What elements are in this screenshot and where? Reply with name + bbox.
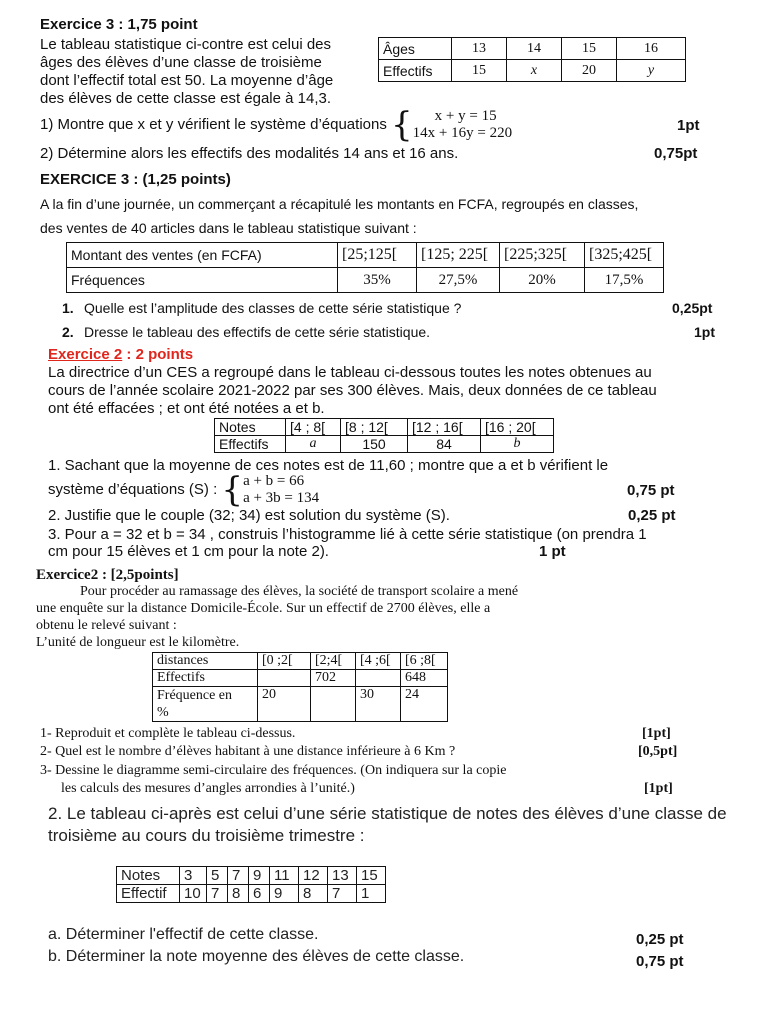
table-cell: [25;125[: [338, 243, 417, 268]
points-label: [1pt]: [642, 726, 671, 741]
ex3-intro-line: La directrice d’un CES a regroupé dans le tableau ci-dessous toutes les notes obtenues au: [48, 364, 652, 381]
table-cell: 35%: [338, 268, 417, 293]
cell-text: %: [157, 705, 169, 720]
table-cell: Effectifs: [153, 670, 258, 687]
table-cell: [325;425[: [585, 243, 664, 268]
ex3-q3-line: cm pour 15 élèves et 1 cm pour la note 2).: [48, 543, 329, 560]
table-cell: distances: [153, 653, 258, 670]
points-label: 1pt: [677, 117, 700, 134]
ex1-intro-line: âges des élèves d’une classe de troisième: [40, 54, 322, 71]
ex3-title: [48, 346, 193, 363]
table-cell: Âges: [379, 38, 452, 60]
ex2-intro-line: A la fin d’une journée, un commerçant a récapitulé les montants en FCFA, regroupés en classes,: [40, 196, 639, 212]
table-cell: 20: [258, 687, 311, 722]
table-cell: 12: [299, 867, 328, 885]
ex2-title: EXERCICE 3 : (1,25 points): [40, 171, 231, 188]
ex3-intro: [48, 364, 657, 418]
ex4-intro: [36, 583, 518, 651]
points-label: 1 pt: [539, 543, 566, 560]
ex3-q1-system: [48, 470, 320, 510]
table-cell: 8: [299, 885, 328, 903]
question-number: 1.: [62, 300, 74, 316]
ex5-qa: a. Déterminer l'effectif de cette classe.: [48, 926, 319, 943]
equation-system: [413, 108, 512, 142]
ex1-intro-line: des élèves de cette classe est égale à 14,3.: [40, 90, 332, 107]
table-cell: 3: [180, 867, 207, 885]
table-cell: Notes: [117, 867, 180, 885]
ex1-table: [378, 37, 686, 82]
ex1-title: Exercice 3 : 1,75 point: [40, 16, 198, 33]
table-cell: Effectifs: [379, 60, 452, 82]
table-cell: Effectifs: [215, 436, 286, 453]
ex4-title: Exercice2 : [2,5points]: [36, 567, 179, 583]
question-text: 1) Montre que x et y vérifient le système d’équations: [40, 115, 387, 133]
table-cell: 8: [228, 885, 249, 903]
table-cell: [258, 670, 311, 687]
table-cell: Montant des ventes (en FCFA): [67, 243, 338, 268]
table-cell: x: [507, 60, 562, 82]
equation-system: [243, 473, 319, 507]
table-cell: 10: [180, 885, 207, 903]
ex3-intro-line: cours de l’année scolaire 2021-2022 par ses 300 élèves. Mais, deux données de ce tableau: [48, 382, 657, 399]
points-label: 1pt: [694, 324, 715, 340]
ex1-intro-line: dont l’effectif total est 50. La moyenne d’âge: [40, 72, 334, 89]
ex3-title-points: : 2 points: [122, 346, 194, 363]
ex1-q1: [40, 105, 513, 145]
table-cell: 702: [311, 670, 356, 687]
table-cell: 648: [401, 670, 448, 687]
equation: x + y = 15: [434, 108, 497, 124]
table-cell: [153, 687, 258, 722]
ex3-q3: 3. Pour a = 32 et b = 34 , construis l’histogramme lié à cette série statistique (on prendra 1: [48, 526, 647, 543]
table-cell: Fréquences: [67, 268, 338, 293]
ex4-intro-line: une enquête sur la distance Domicile-École. Sur un effectif de 2700 élèves, elle a: [36, 601, 491, 616]
table-cell: [8 ; 12[: [341, 419, 408, 436]
ex1-intro-line: Le tableau statistique ci-contre est celui des: [40, 36, 331, 53]
brace-icon: {: [221, 470, 244, 510]
table-cell: [16 ; 20[: [481, 419, 554, 436]
ex4-q3-line: les calculs des mesures d’angles arrondies à l’unité.): [61, 781, 355, 796]
table-cell: 16: [617, 38, 686, 60]
equation: a + 3b = 134: [243, 490, 320, 506]
points-label: 0,25 pt: [628, 507, 676, 524]
points-label: [1pt]: [644, 781, 673, 796]
ex3-intro-line: ont été effacées ; et ont été notées a et b.: [48, 400, 325, 417]
ex4-intro-line: L’unité de longueur est le kilomètre.: [36, 635, 240, 650]
table-cell: [4 ; 8[: [286, 419, 341, 436]
table-cell: 15: [452, 60, 507, 82]
equation: 14x + 16y = 220: [412, 125, 513, 141]
table-cell: 14: [507, 38, 562, 60]
ex3-q2: 2. Justifie que le couple (32; 34) est solution du système (S).: [48, 507, 450, 524]
table-cell: 15: [562, 38, 617, 60]
table-cell: 9: [249, 867, 270, 885]
equation: a + b = 66: [243, 473, 305, 489]
table-cell: 7: [328, 885, 357, 903]
table-cell: [12 ; 16[: [408, 419, 481, 436]
points-label: 0,25 pt: [636, 931, 684, 948]
ex4-intro-line: obtenu le relevé suivant :: [36, 618, 177, 633]
table-cell: a: [286, 436, 341, 453]
table-cell: [125; 225[: [417, 243, 500, 268]
table-cell: 11: [270, 867, 299, 885]
ex4-table: [152, 652, 448, 722]
table-cell: [311, 687, 356, 722]
table-cell: y: [617, 60, 686, 82]
table-cell: 17,5%: [585, 268, 664, 293]
ex2-table: [66, 242, 664, 293]
question-number: 2.: [62, 324, 74, 340]
table-cell: 150: [341, 436, 408, 453]
points-label: 0,75 pt: [627, 482, 675, 499]
ex3-q1: 1. Sachant que la moyenne de ces notes est de 11,60 ; montre que a et b vérifient le: [48, 457, 609, 474]
ex1-q2: 2) Détermine alors les effectifs des modalités 14 ans et 16 ans.: [40, 145, 459, 162]
points-label: 0,75 pt: [636, 953, 684, 970]
table-cell: 6: [249, 885, 270, 903]
ex4-q1: 1- Reproduit et complète le tableau ci-dessus.: [40, 726, 296, 741]
table-cell: Notes: [215, 419, 286, 436]
ex4-q3: 3- Dessine le diagramme semi-circulaire des fréquences. (On indiquera sur la copie: [40, 763, 507, 778]
ex5-title: [48, 803, 727, 847]
ex5-title-line: 2. Le tableau ci-après est celui d’une série statistique de notes des élèves d’une classe de: [48, 804, 727, 823]
table-cell: [356, 670, 401, 687]
table-cell: 24: [401, 687, 448, 722]
table-cell: Effectif: [117, 885, 180, 903]
ex2-intro-line: des ventes de 40 articles dans le tableau statistique suivant :: [40, 220, 417, 236]
question-text: système d’équations (S) :: [48, 480, 218, 498]
ex4-q2: 2- Quel est le nombre d’élèves habitant à une distance inférieure à 6 Km ?: [40, 744, 456, 759]
table-cell: 27,5%: [417, 268, 500, 293]
ex5-table: [116, 866, 386, 903]
table-cell: [225;325[: [500, 243, 585, 268]
table-cell: 7: [207, 885, 228, 903]
table-cell: 13: [452, 38, 507, 60]
ex4-intro-line: Pour procéder au ramassage des élèves, la société de transport scolaire a mené: [80, 584, 519, 599]
points-label: 0,75pt: [654, 145, 698, 162]
table-cell: [2;4[: [311, 653, 356, 670]
ex1-intro: [40, 36, 333, 108]
cell-text: Fréquence en: [157, 688, 233, 703]
table-cell: 9: [270, 885, 299, 903]
ex5-title-line: troisième au cours du troisième trimestre :: [48, 826, 365, 845]
table-cell: 30: [356, 687, 401, 722]
table-cell: 13: [328, 867, 357, 885]
brace-icon: {: [391, 105, 413, 145]
ex3-table: [214, 418, 554, 453]
points-label: [0,5pt]: [638, 744, 678, 759]
table-cell: [6 ;8[: [401, 653, 448, 670]
ex2-q1: Quelle est l’amplitude des classes de cette série statistique ?: [84, 300, 462, 316]
table-cell: 20%: [500, 268, 585, 293]
table-cell: 1: [357, 885, 386, 903]
table-cell: 15: [357, 867, 386, 885]
table-cell: 5: [207, 867, 228, 885]
ex5-qb: b. Déterminer la note moyenne des élèves de cette classe.: [48, 948, 465, 965]
ex3-title-text: Exercice 2: [48, 346, 123, 363]
table-cell: 20: [562, 60, 617, 82]
table-cell: 84: [408, 436, 481, 453]
points-label: 0,25pt: [672, 300, 713, 316]
table-cell: [4 ;6[: [356, 653, 401, 670]
ex2-q2: Dresse le tableau des effectifs de cette série statistique.: [84, 324, 431, 340]
table-cell: 7: [228, 867, 249, 885]
table-cell: b: [481, 436, 554, 453]
table-cell: [0 ;2[: [258, 653, 311, 670]
